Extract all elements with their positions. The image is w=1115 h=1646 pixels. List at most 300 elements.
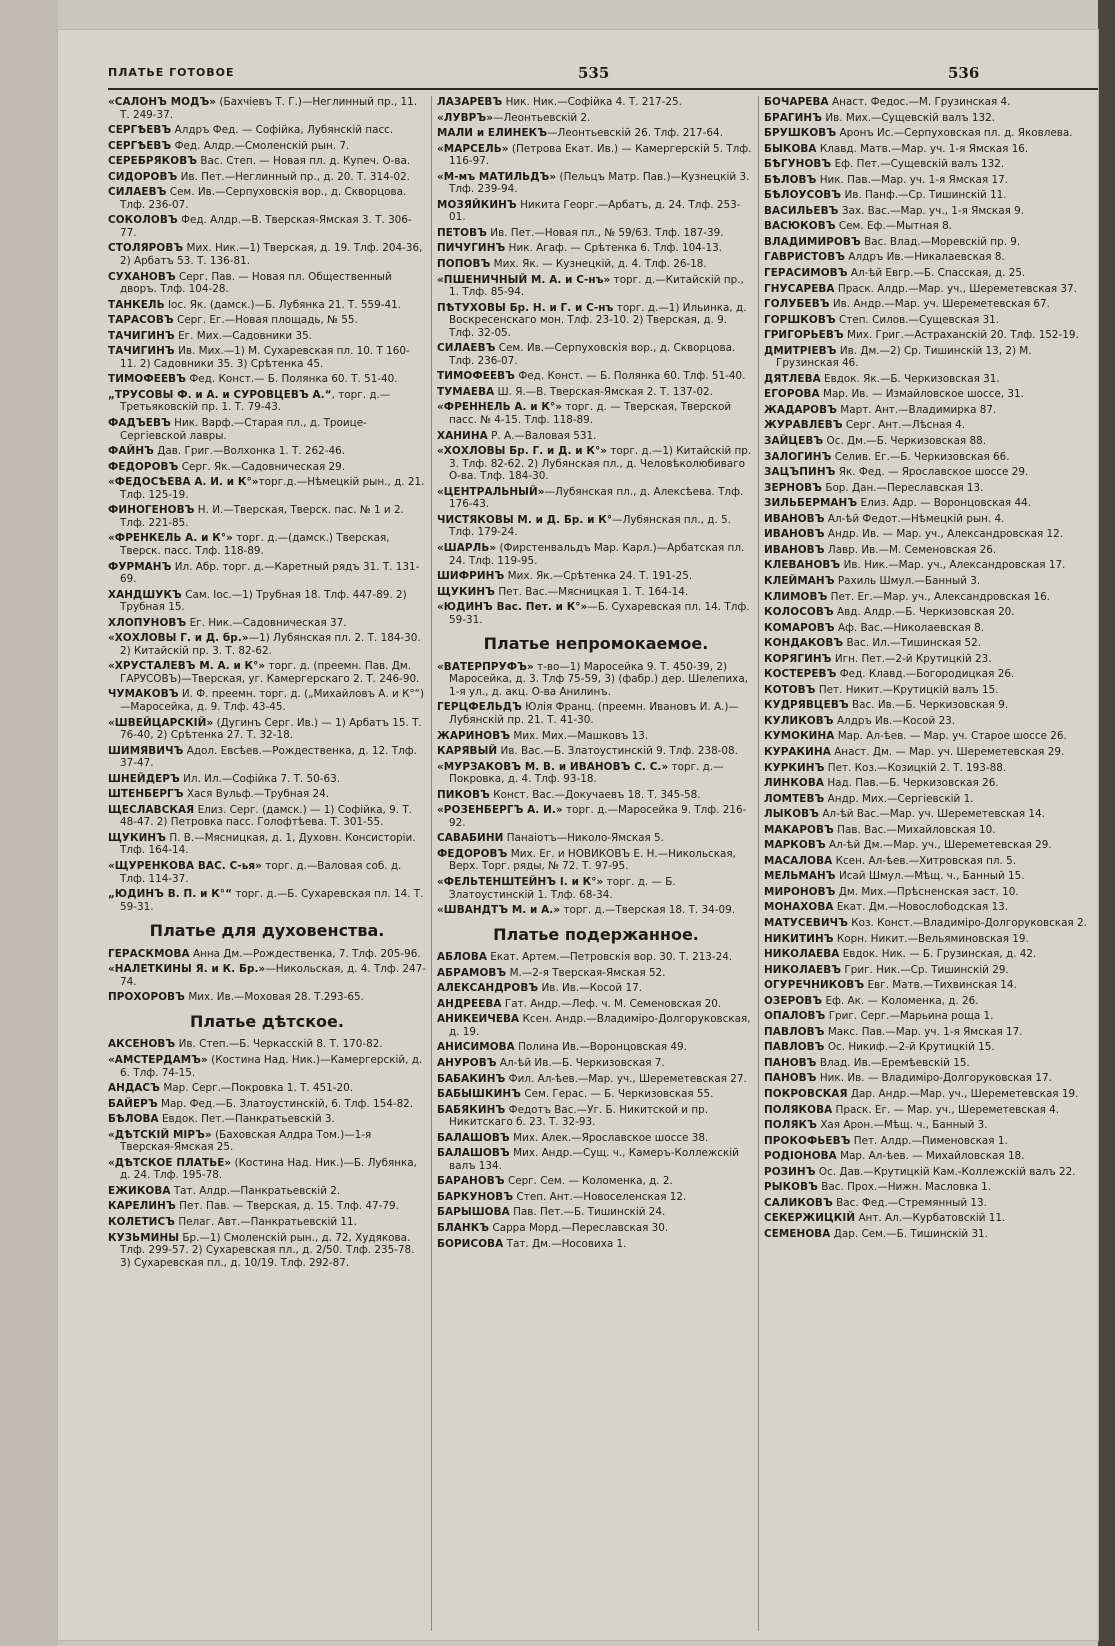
entry-details: Сарра Морд.—Переславская 30. (489, 1222, 669, 1235)
entry-details: (Фирстенвальдъ Мар. Карл.)—Арбатская пл. 24. Тлф. 119-95. (449, 541, 745, 567)
entry-name: „ЮДИНЪ В. П. и К°“ (108, 888, 233, 901)
entry-details: Хася Вульф.—Трубная 24. (183, 788, 330, 801)
entry-name: БЫКОВА (764, 142, 817, 155)
entry-details: Лавр. Ив.—М. Семеновская 26. (824, 543, 997, 556)
entry-name: ГОРШКОВЪ (764, 313, 836, 326)
entry-details: Панаіотъ—Николо-Ямская 5. (503, 832, 664, 845)
directory-entry (764, 591, 1094, 604)
entry-details: (Пельцъ Матр. Пав.)—Кузнецкій 3. Тлф. 239-94. (449, 170, 750, 196)
entry-details: Ал-ѣй Евгр.—Б. Спасская, д. 25. (847, 267, 1026, 280)
directory-entry (764, 839, 1094, 852)
directory-entry (764, 419, 1094, 432)
entry-details: Сем. Ив.—Серпуховскія вор., д. Скворцова. Тлф. 236-07. (120, 186, 407, 211)
directory-entry (764, 995, 1094, 1008)
entry-name: БРУШКОВЪ (764, 127, 837, 140)
entry-details: Григ. Серг.—Марьина роща 1. (825, 1010, 994, 1023)
directory-entry (764, 637, 1094, 650)
directory-entry (764, 451, 1094, 464)
directory-entry (764, 96, 1094, 109)
entry-details: Серг. Сем. — Коломенка, д. 2. (504, 1175, 673, 1188)
entry-details: Фед. Алдр.—Смоленскій рын. 7. (171, 139, 350, 152)
directory-entry (437, 1206, 755, 1219)
entry-name: АКСЕНОВЪ (108, 1038, 176, 1051)
entry-name: ШНЕЙДЕРЪ (108, 772, 180, 785)
entry-name: ФУРМАНЪ (108, 560, 172, 573)
directory-entry (108, 1157, 426, 1182)
entry-name: ОПАЛОВЪ (764, 1010, 826, 1023)
entry-name: «АМСТЕРДАМЪ» (108, 1054, 208, 1066)
entry-details: Игн. Пет.—2-й Крутицкій 23. (831, 652, 992, 665)
directory-entry (764, 622, 1094, 635)
entry-name: «ЦЕНТРАЛЬНЫЙ» (437, 485, 545, 498)
entry-name: СИДОРОВЪ (108, 170, 178, 183)
entry-details: —Б. Сухаревская пл. 14. Тлф. 59-31. (449, 601, 750, 626)
entry-details: торг.д.—Нѣмецкій рын., д. 21. Тлф. 125-19. (120, 476, 425, 501)
entry-name: ПАНОВЪ (764, 1056, 817, 1069)
entry-details: Рахиль Шмул.—Банный 3. (834, 574, 981, 587)
directory-entry (108, 271, 426, 296)
entry-name: ОЗЕРОВЪ (764, 994, 823, 1007)
entry-name: ЛЫКОВЪ (764, 808, 820, 821)
directory-page (58, 30, 1098, 1640)
entry-details: Ал-ѣй Вас.—Мар. уч. Шереметевская 14. (819, 808, 1045, 821)
entry-name: ВАСЮКОВЪ (764, 220, 836, 233)
entry-details: Ив. Мих.—1) М. Сухаревская пл. 10. Т 160-11. 2) Садовники 35. 3) Срѣтенка 45. (120, 345, 410, 370)
entry-details: (Костина Над. Ник.)—Камергерскій, д. 6. Тлф. 74-15. (120, 1054, 423, 1079)
entry-name: СУХАНОВЪ (108, 270, 176, 283)
entry-details: —1) Лубянская пл. 2. Т. 184-30. 2) Китайскій пр. 3. Т. 82-62. (120, 632, 421, 657)
directory-entry (764, 699, 1094, 712)
entry-name: ЖАДАРОВЪ (764, 403, 837, 416)
directory-entry (437, 982, 755, 995)
directory-entry (764, 345, 1094, 370)
entry-name: БѢЛОУСОВЪ (764, 189, 842, 202)
directory-entry (437, 1175, 755, 1188)
entry-details: Ив. Пет.—Новая пл., № 59/63. Тлф. 187-39. (487, 226, 724, 239)
entry-name: КУРКИНЪ (764, 761, 825, 774)
directory-entry (764, 267, 1094, 280)
directory-entry (108, 1098, 426, 1111)
entry-details: Ив. Вас.—Б. Златоустинскій 9. Тлф. 238-08. (497, 745, 738, 758)
directory-entry (764, 1072, 1094, 1085)
entry-details: Тат. Алдр.—Панкратьевскій 2. (170, 1184, 341, 1197)
entry-name: ГЕРАСИМОВЪ (764, 267, 848, 280)
directory-entry (764, 1119, 1094, 1132)
directory-entry (764, 298, 1094, 311)
directory-entry (764, 964, 1094, 977)
entry-name: БѢЛОВА (108, 1113, 159, 1126)
directory-entry (108, 963, 426, 988)
column-1 (108, 96, 426, 1631)
entry-details: Еф. Ак. — Коломенка, д. 26. (822, 994, 979, 1007)
entry-name: БѢГУНОВЪ (764, 158, 832, 171)
entry-details: торг. д.—Китайскій пр., 1. Тлф. 85-94. (449, 273, 744, 299)
directory-entry (437, 274, 755, 299)
entry-details: Адол. Евсѣев.—Рождественка, д. 12. Тлф. 37-47. (120, 744, 417, 770)
directory-entry (108, 804, 426, 829)
page-number-left: 535 (578, 64, 610, 82)
directory-entry (764, 1135, 1094, 1148)
entry-details: Сем. Герас. — Б. Черкизовская 55. (521, 1088, 714, 1101)
entry-details: Дар. Андр.—Мар. уч., Шереметевская 19. (847, 1088, 1079, 1100)
directory-entry (108, 688, 426, 713)
section-heading: Платье для духовенства. (149, 921, 385, 941)
entry-name: «ДѢТСКІЙ МІРЪ» (108, 1128, 212, 1141)
directory-entry (108, 991, 426, 1004)
directory-entry (108, 242, 426, 267)
entry-name: ВЛАДИМИРОВЪ (764, 235, 861, 248)
directory-entry (437, 96, 755, 109)
entry-name: ШИФРИНЪ (437, 570, 505, 583)
entry-details: Пет. Алдр.—Пименовская 1. (850, 1134, 1008, 1147)
entry-name: МАСАЛОВА (764, 854, 833, 867)
entry-details: торг. д.—Покровка, д. 4. Тлф. 93-18. (449, 760, 724, 786)
entry-name: ЖУРАВЛЕВЪ (764, 419, 843, 432)
directory-entry (108, 788, 426, 801)
directory-entry (108, 314, 426, 327)
directory-entry (108, 389, 426, 414)
entry-name: ПАВЛОВЪ (764, 1041, 825, 1054)
entry-name: КОЛЕТИСЪ (108, 1216, 176, 1229)
entry-details: Алдръ Фед. — Софійка, Лубянскій пасс. (171, 124, 394, 137)
directory-entry (764, 948, 1094, 961)
directory-entry (108, 345, 426, 370)
entry-details: Ос. Никиф.—2-й Крутицкій 15. (824, 1041, 995, 1054)
entry-details: Мих. Ив.—Моховая 28. Т.293-65. (185, 991, 364, 1004)
entry-name: БАЙЕРЪ (108, 1097, 158, 1110)
entry-name: ГЕРАСКМОВА (108, 947, 190, 960)
entry-name: КОТОВЪ (764, 683, 816, 696)
entry-name: МАЛИ и ЕЛИНЕКЪ (437, 127, 548, 140)
entry-name: БѢЛОВЪ (764, 173, 817, 186)
entry-details: Федотъ Вас.—Уг. Б. Никитской и пр. Никитскаго б. 23. Т. 32-93. (449, 1103, 709, 1129)
directory-entry (764, 1166, 1094, 1179)
entry-name: ФЕДОРОВЪ (437, 847, 508, 860)
entry-details: Праск. Ег. — Мар. уч., Шереметевская 4. (832, 1103, 1060, 1116)
entry-details: Конст. Вас.—Докучаевъ 18. Т. 345-58. (490, 788, 701, 801)
entry-details: торг. д.—Тверская 18. Т. 34-09. (560, 904, 736, 917)
entry-details: Евдок. Ник. — Б. Грузинская, д. 42. (839, 948, 1037, 961)
directory-entry (437, 370, 755, 383)
entry-details: Ал-ѣй Ив.—Б. Черкизовская 7. (496, 1057, 665, 1069)
directory-entry (437, 848, 755, 873)
entry-details: Ил. Абр. торг. д.—Каретный рядъ 31. Т. 131-69. (120, 560, 420, 586)
directory-entry (764, 528, 1094, 541)
directory-entry (108, 299, 426, 312)
entry-details: Фед. Алдр.—В. Тверская-Ямская 3. Т. 306-77. (120, 214, 412, 239)
entry-details: Зах. Вас.—Мар. уч., 1-я Ямская 9. (838, 204, 1025, 217)
directory-entry (437, 586, 755, 599)
directory-entry (764, 220, 1094, 233)
entry-name: ГАВРИСТОВЪ (764, 251, 846, 264)
entry-details: Фед. Клавд.—Богородицкая 26. (836, 668, 1015, 681)
entry-name: «ПШЕНИЧНЫЙ М. А. и С-нъ» (437, 273, 611, 286)
directory-entry (764, 314, 1094, 327)
entry-name: НИКИТИНЪ (764, 932, 834, 945)
entry-details: Сем. Ив.—Серпуховскія вор., д. Скворцова. Тлф. 236-07. (449, 342, 736, 367)
entry-name: ЛАЗАРЕВЪ (437, 96, 503, 108)
entry-name: ПАВЛОВЪ (764, 1025, 825, 1038)
entry-details: Мих. Ег. и НОВИКОВЪ Е. Н.—Никольская, Верх. Торг. ряды, № 72. Т. 97-95. (449, 847, 736, 873)
entry-details: Пелаг. Авт.—Панкратьевскій 11. (175, 1216, 357, 1229)
directory-entry (437, 112, 755, 125)
directory-entry (437, 1073, 755, 1086)
entry-details: Ос. Дм.—Б. Черкизовская 88. (823, 435, 987, 448)
directory-entry (108, 155, 426, 168)
entry-details: Юлія Франц. (преемн. Ивановъ И. А.)—Лубянскій пр. 21. Т. 41-30. (449, 701, 739, 726)
entry-name: СТОЛЯРОВЪ (108, 242, 184, 255)
directory-entry (437, 302, 755, 340)
entry-details: Гат. Андр.—Леф. ч. М. Семеновская 20. (501, 997, 722, 1010)
page-header (108, 64, 1098, 90)
directory-entry (437, 745, 755, 758)
entry-name: «ШАРЛЬ» (437, 541, 497, 554)
entry-details: Дав. Григ.—Волхонка 1. Т. 262-46. (154, 445, 346, 458)
entry-details: Вас. Ив.—Б. Черкизовская 9. (848, 699, 1009, 712)
directory-entry (764, 668, 1094, 681)
directory-entry (764, 388, 1094, 401)
directory-entry (108, 330, 426, 343)
directory-entry (764, 653, 1094, 666)
directory-entry (437, 143, 755, 168)
entry-details: Степ. Силов.—Сущевская 31. (835, 313, 1000, 326)
entry-name: ХАНИНА (437, 429, 488, 442)
directory-entry (764, 793, 1094, 806)
entry-name: БОРИСОВА (437, 1237, 504, 1250)
entry-name: СЕРГѢЕВЪ (108, 124, 172, 137)
directory-entry (764, 482, 1094, 495)
entry-name: ВАСИЛЬЕВЪ (764, 204, 839, 217)
directory-entry (437, 1132, 755, 1145)
entry-name: КЛЕВАНОВЪ (764, 559, 841, 572)
entry-name: ДМИТРІЕВЪ (764, 344, 837, 357)
entry-name: КУДРЯВЦЕВЪ (764, 699, 849, 712)
entry-details: Праск. Алдр.—Мар. уч., Шереметевская 37. (834, 282, 1077, 295)
entry-details: Ив. Ник.—Мар. уч., Александровская 17. (840, 559, 1066, 572)
entry-details: Ив. Ив.—Косой 17. (538, 982, 642, 995)
directory-entry (437, 227, 755, 240)
entry-name: «ФРЕННЕЛЬ А. и К°» (437, 401, 563, 414)
entry-name: ПОКРОВСКАЯ (764, 1088, 848, 1100)
entry-details: Пет. Пав. — Тверская, д. 15. Тлф. 47-79. (175, 1200, 399, 1213)
directory-entry (764, 1041, 1094, 1054)
entry-details: торг. д. (преемн. Пав. Дм. ГАРУСОВЪ)—Тверская, уг. Камергерскаго 2. Т. 246-90. (120, 660, 420, 685)
entry-name: «ФЕДОСѢЕВА А. И. и К°» (108, 476, 259, 489)
entry-details: Селив. Ег.—Б. Черкизовская 66. (831, 450, 1010, 463)
directory-entry (764, 205, 1094, 218)
entry-details: (Бахчіевъ Т. Г.)—Неглинный пр., 11. Т. 249-37. (120, 96, 418, 121)
entry-details: Пет. Никит.—Крутицкій валъ 15. (815, 683, 999, 696)
entry-name: ТУМАЕВА (437, 385, 495, 398)
directory-entry (764, 373, 1094, 386)
entry-details: Авд. Алдр.—Б. Черкизовская 20. (833, 606, 1015, 619)
entry-details: Ш. Я.—В. Тверская-Ямская 2. Т. 137-02. (494, 385, 713, 398)
entry-name: КУЛИКОВЪ (764, 714, 834, 727)
directory-entry (108, 1200, 426, 1213)
directory-entry (764, 127, 1094, 140)
entry-details: Вас. Влад.—Моревскій пр. 9. (860, 235, 1021, 248)
entry-details: Коз. Конст.—Владиміро-Долгоруковская 2. (847, 916, 1087, 929)
directory-entry (437, 1104, 755, 1129)
entry-name: ФЕДОРОВЪ (108, 460, 179, 473)
entry-details: Сам. Іос.—1) Трубная 18. Тлф. 447-89. 2) Трубная 15. (120, 588, 407, 614)
entry-name: НИКОЛАЕВЪ (764, 963, 842, 976)
entry-name: «РОЗЕНБЕРГЪ А. И.» (437, 804, 563, 817)
entry-details: И. Ф. преемн. торг. д. („Михайловъ А. и К°“)—Маросейка, д. 9. Тлф. 43-45. (120, 688, 425, 713)
entry-details: торг. д. — Тверская, Тверской пасс. № 4-15. Тлф. 118-89. (449, 401, 732, 427)
entry-details: Як. Фед. — Ярославское шоссе 29. (835, 466, 1029, 479)
entry-name: АБЛОВА (437, 951, 487, 964)
entry-name: ФИНОГЕНОВЪ (108, 504, 195, 517)
directory-entry (437, 661, 755, 699)
entry-details: (Дугинъ Серг. Ив.) — 1) Арбатъ 15. Т. 76-40, 2) Срѣтенка 27. Т. 32-18. (120, 716, 422, 742)
entry-name: «М-мъ МАТИЛЬДЪ» (437, 170, 557, 183)
entry-name: ПИЧУГИНЪ (437, 242, 506, 255)
entry-name: БАБЫШКИНЪ (437, 1088, 522, 1101)
entry-name: ЗИЛЬБЕРМАНЪ (764, 497, 858, 510)
entry-details: Евг. Матв.—Тихвинская 14. (864, 979, 1017, 992)
entry-details: Ив. Панф.—Ср. Тишинскій 11. (841, 189, 1007, 202)
directory-entry (108, 124, 426, 137)
entry-name: ТИМОФЕЕВЪ (108, 373, 187, 386)
entry-name: КОСТЕРЕВЪ (764, 668, 837, 681)
directory-entry (764, 777, 1094, 790)
entry-details: Андр. Мих.—Сергіевскій 1. (824, 792, 974, 805)
entry-details: Аф. Вас.—Николаевская 8. (834, 621, 984, 634)
directory-entry (437, 876, 755, 901)
entry-details: Фил. Ал-ѣев.—Мар. уч., Шереметевская 27. (505, 1072, 747, 1085)
entry-details: Пет. Ег.—Мар. уч., Александровская 16. (827, 590, 1050, 603)
page-number-right: 536 (948, 64, 980, 82)
directory-entry (764, 1057, 1094, 1070)
entry-name: «ХОХЛОВЫ Г. и Д. бр.» (108, 632, 249, 645)
entry-details: торг. д.—1) Китайскій пр. 3. Тлф. 82-62. 2) Лубянская пл., д. Человѣколюбиваго О-ва. Тлф. 184-30. (449, 445, 752, 483)
entry-name: «ХОХЛОВЫ Бр. Г. и Д. и К°» (437, 445, 608, 458)
entry-details: Мар. Ал-ѣев. — Михайловская 18. (836, 1150, 1025, 1163)
entry-name: МЕЛЬМАНЪ (764, 870, 836, 883)
directory-entry (108, 832, 426, 857)
directory-entry (108, 1038, 426, 1051)
entry-details: Мих. Андр.—Сущ. ч., Камеръ-Коллежскій валъ 134. (449, 1147, 739, 1172)
entry-details: Ос. Дав.—Крутицкій Кам.-Коллежскій валъ 22. (815, 1165, 1076, 1178)
directory-entry (108, 745, 426, 770)
directory-entry (437, 1041, 755, 1054)
directory-entry (764, 886, 1094, 899)
directory-entry (108, 476, 426, 501)
entry-name: ХЛОПУНОВЪ (108, 616, 187, 629)
entry-name: МАТУСЕВИЧЪ (764, 916, 848, 929)
directory-entry (437, 1088, 755, 1101)
directory-entry (108, 561, 426, 586)
entry-name: ЩЕСЛАВСКАЯ (108, 803, 195, 816)
entry-details: Вас. Степ. — Новая пл. д. Купеч. О-ва. (197, 155, 411, 168)
directory-entry (764, 513, 1094, 526)
directory-entry (108, 589, 426, 614)
directory-entry (437, 486, 755, 511)
entry-details: Мар. Серг.—Покровка 1. Т. 451-20. (160, 1082, 354, 1095)
entry-details: Ант. Ал.—Курбатовскій 11. (855, 1212, 1006, 1225)
entry-details: Ник. Варф.—Старая пл., д. Троице-Сергіевской лавры. (120, 417, 367, 442)
entry-details: Вас. Фед.—Стремянный 13. (832, 1196, 987, 1209)
entry-name: БАБАКИНЪ (437, 1072, 506, 1085)
entry-name: ГРИГОРЬЕВЪ (764, 329, 844, 342)
entry-details: Хая Арон.—Мѣщ. ч., Банный 3. (817, 1119, 988, 1132)
entry-name: «ШВЕЙЦАРСКІЙ» (108, 716, 214, 729)
entry-name: ИВАНОВЪ (764, 512, 825, 525)
entry-name: ПѢТУХОВЫ Бр. Н. и Г. и С-нъ (437, 301, 614, 314)
entry-name: ГНУСАРЕВА (764, 282, 835, 295)
entry-details: Екат. Дм.—Новослободская 13. (833, 901, 1009, 914)
entry-name: КАРЯВЫЙ (437, 745, 498, 758)
entry-name: «ЩУРЕНКОВА ВАС. С-ья» (108, 859, 262, 872)
entry-details: Серг. Пав. — Новая пл. Общественный дворъ. Тлф. 104-28. (120, 270, 392, 296)
entry-name: ЖАРИНОВЪ (437, 729, 511, 742)
directory-entry (108, 373, 426, 386)
directory-entry (764, 1104, 1094, 1117)
entry-name: САЛИКОВЪ (764, 1196, 833, 1209)
entry-details: Мар. Ал-ѣев. — Мар. уч. Старое шоссе 26. (834, 730, 1067, 743)
directory-entry (764, 715, 1094, 728)
directory-entry (437, 789, 755, 802)
entry-name: ПЕТОВЪ (437, 226, 487, 239)
entry-details: М.—2-я Тверская-Ямская 52. (506, 966, 666, 979)
entry-name: СЕМЕНОВА (764, 1227, 831, 1240)
entry-name: ДЯТЛЕВА (764, 372, 821, 385)
entry-name: САВАБИНИ (437, 832, 504, 845)
directory-entry (437, 386, 755, 399)
entry-details: Евдок. Як.—Б. Черкизовская 31. (820, 372, 1000, 385)
directory-entry (764, 979, 1094, 992)
entry-name: АЛЕКСАНДРОВЪ (437, 982, 539, 995)
entry-name: БЛАНКЪ (437, 1222, 490, 1235)
entry-name: СЕРЕБРЯКОВЪ (108, 155, 198, 168)
entry-name: ЗАЦЪПИНЪ (764, 466, 836, 479)
entry-details: Бр.—1) Смоленскій рын., д. 72, Худякова. Тлф. 299-57. 2) Сухаревская пл., д. 2/50. Тлф. 235-78. 3) Сухаревская пл., д. 10/19. Тлф. 292-87. (120, 1231, 415, 1269)
entry-name: «ФЕЛЬТЕНШТЕЙНЪ I. и К°» (437, 875, 604, 888)
directory-entry (764, 112, 1094, 125)
entry-name: КОЛОСОВЪ (764, 606, 834, 619)
entry-details: Елиз. Серг. (дамск.) — 1) Софійка, 9. Т. 48-47. 2) Петровка пасс. Голофтѣева. Т. 301-55. (120, 803, 412, 829)
entry-details: т-во—1) Маросейка 9. Т. 450-39, 2) Маросейка, д. 3. Тлф 75-59, 3) (фабр.) дер. Шелепиха, 1-я ул., д. акц. О-ва Анилинъ. (449, 660, 748, 698)
directory-entry (764, 1150, 1094, 1163)
entry-details: Іос. Як. (дамск.)—Б. Лубянка 21. Т. 559-41. (164, 298, 401, 311)
directory-entry (437, 967, 755, 980)
directory-entry (437, 514, 755, 539)
entry-details: Ксен. Ал-ѣев.—Хитровская пл. 5. (832, 854, 1017, 867)
entry-details: —Лубянская пл., д. 5. Тлф. 179-24. (449, 513, 731, 539)
entry-details: Мих. Як. — Кузнецкій, д. 4. Тлф. 26-18. (490, 258, 707, 271)
entry-name: СИЛАЕВЪ (108, 186, 167, 199)
directory-entry (764, 808, 1094, 821)
entry-name: ЗЕРНОВЪ (764, 481, 823, 494)
entry-name: «ХРУСТАЛЕВЪ М. А. и К°» (108, 660, 266, 673)
entry-details: Серг. Ант.—Лѣсная 4. (842, 419, 966, 432)
entry-name: ПОЛЯКЪ (764, 1119, 818, 1132)
entry-name: НИКОЛАЕВА (764, 948, 840, 961)
entry-name: КУМОКИНА (764, 730, 835, 743)
directory-entry (108, 1185, 426, 1198)
entry-name: ТАЧИГИНЪ (108, 345, 175, 358)
directory-entry (764, 236, 1094, 249)
directory-entry (764, 762, 1094, 775)
entry-name: ТАРАСОВЪ (108, 314, 174, 327)
entry-name: ШТЕНБЕРГЪ (108, 788, 184, 801)
directory-entry (764, 933, 1094, 946)
entry-details: Мар. Ив. — Измайловское шоссе, 31. (819, 388, 1024, 401)
entry-name: ГОЛУБЕВЪ (764, 298, 830, 311)
entry-name: МАКАРОВЪ (764, 823, 834, 836)
entry-name: СОКОЛОВЪ (108, 214, 178, 227)
